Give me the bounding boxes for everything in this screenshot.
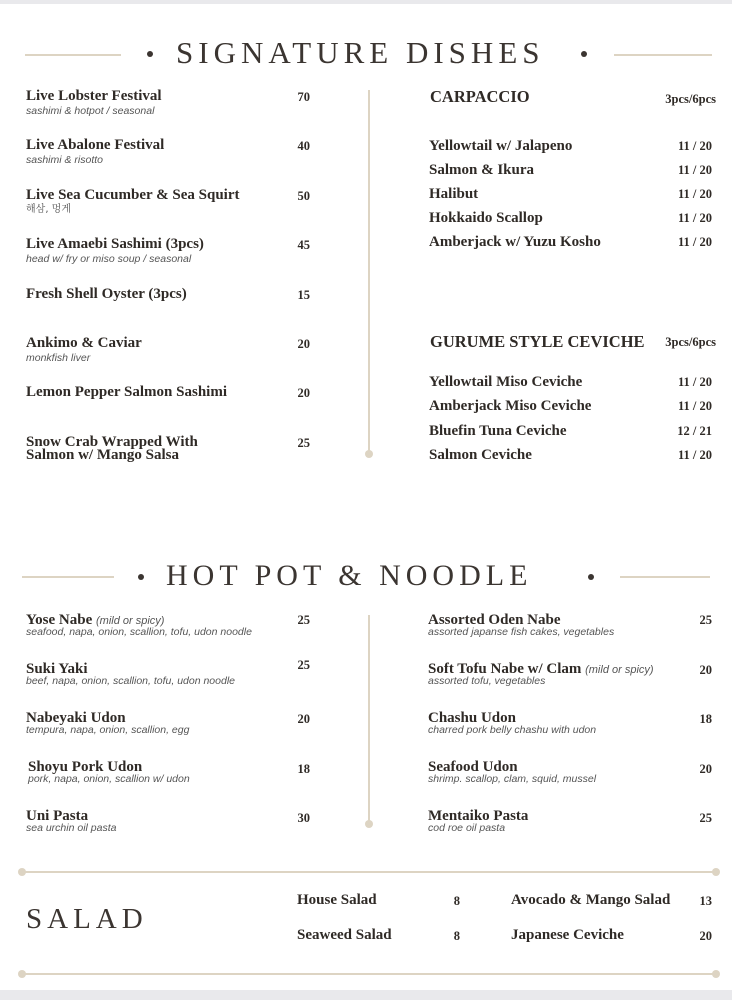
menu-item-price: 8 — [453, 929, 460, 943]
menu-item-note: (mild or spicy) — [585, 664, 654, 676]
menu-item-name: Hokkaido Scallop — [429, 210, 543, 226]
menu-item-name: Shoyu Pork Udon — [28, 759, 143, 775]
menu-item-name: Salmon Ceviche — [429, 447, 532, 463]
menu-item-name: Assorted Oden Nabe — [428, 612, 561, 628]
menu-item-name: Amberjack Miso Ceviche — [429, 398, 592, 414]
menu-item-name: Halibut — [429, 186, 479, 202]
menu-item-price: 11 / 20 — [677, 187, 712, 201]
menu-item-desc: charred pork belly chashu with udon — [428, 724, 597, 736]
menu-item-name: Salmon w/ Mango Salsa — [26, 447, 179, 463]
menu-item-price: 12 / 21 — [677, 424, 712, 438]
menu-item-price: 25 — [297, 436, 310, 450]
menu-item-name: Salmon & Ikura — [429, 162, 535, 178]
menu-item-title: Soft Tofu Nabe w/ Clam — [428, 661, 582, 677]
menu-item-desc: seafood, napa, onion, scallion, tofu, udon noodle — [26, 626, 252, 638]
menu-item-price: 15 — [297, 288, 310, 302]
menu-item-price: 40 — [297, 139, 310, 153]
portion-label: 3pcs/6pcs — [665, 92, 716, 106]
menu-item-desc: sashimi & hotpot / seasonal — [26, 105, 155, 117]
salad-rule-bottom — [22, 973, 716, 975]
header-dot — [138, 574, 144, 580]
portion-label: 3pcs/6pcs — [665, 335, 716, 349]
header-dot — [581, 51, 587, 57]
menu-item-name: Live Amaebi Sashimi (3pcs) — [26, 236, 204, 252]
header-dot — [147, 51, 153, 57]
rule-end-dot — [18, 868, 26, 876]
header-rule-left — [22, 576, 114, 578]
menu-item-price: 11 / 20 — [677, 235, 712, 249]
menu-item-price: 20 — [297, 337, 310, 351]
menu-item-name: House Salad — [297, 892, 377, 908]
menu-item-price: 11 / 20 — [677, 163, 712, 177]
column-divider-end — [365, 820, 373, 828]
menu-item-price: 13 — [699, 894, 712, 908]
menu-item-price: 45 — [297, 238, 310, 252]
menu-item-desc: beef, napa, onion, scallion, tofu, udon noodle — [26, 675, 235, 687]
menu-item-price: 20 — [699, 663, 712, 677]
header-rule-right — [614, 54, 712, 56]
menu-item-price: 20 — [699, 762, 712, 776]
menu-item-name: Nabeyaki Udon — [26, 710, 126, 726]
menu-item-name: Uni Pasta — [26, 808, 89, 824]
menu-item-price: 11 / 20 — [677, 375, 712, 389]
menu-item-price: 25 — [699, 613, 712, 627]
menu-item-price: 11 / 20 — [677, 211, 712, 225]
menu-item-price: 20 — [297, 386, 310, 400]
rule-end-dot — [18, 970, 26, 978]
column-divider — [368, 615, 370, 823]
menu-item-title: Yose Nabe — [26, 612, 93, 628]
menu-item-name: Amberjack w/ Yuzu Kosho — [429, 234, 601, 250]
menu-item-price: 8 — [453, 894, 460, 908]
menu-item-name: Bluefin Tuna Ceviche — [429, 423, 567, 439]
salad-rule-top — [22, 871, 716, 873]
menu-item-price: 25 — [297, 613, 310, 627]
header-dot — [588, 574, 594, 580]
menu-item-desc: tempura, napa, onion, scallion, egg — [26, 724, 190, 736]
menu-item-name: Japanese Ceviche — [511, 927, 624, 943]
menu-item-name: Lemon Pepper Salmon Sashimi — [26, 384, 227, 400]
subsection-title-carpaccio: CARPACCIO — [430, 87, 530, 106]
header-rule-right — [620, 576, 710, 578]
menu-item-name: Live Sea Cucumber & Sea Squirt — [26, 187, 240, 203]
menu-item-name: Avocado & Mango Salad — [511, 892, 671, 908]
menu-item-desc: cod roe oil pasta — [428, 822, 506, 834]
menu-item-desc: head w/ fry or miso soup / seasonal — [26, 253, 192, 265]
menu-item-price: 50 — [297, 189, 310, 203]
menu-item-name: Live Abalone Festival — [26, 137, 165, 153]
menu-item-price: 25 — [699, 811, 712, 825]
column-divider-end — [365, 450, 373, 458]
section-title-salad: SALAD — [26, 903, 148, 935]
menu-item-name: Seafood Udon — [428, 759, 518, 775]
menu-item-price: 25 — [297, 658, 310, 672]
menu-item-note: (mild or spicy) — [96, 615, 165, 627]
menu-item-desc: pork, napa, onion, scallion w/ udon — [28, 773, 190, 785]
rule-end-dot — [712, 868, 720, 876]
menu-item-name: Chashu Udon — [428, 710, 516, 726]
menu-item-price: 70 — [297, 90, 310, 104]
menu-item-name: Live Lobster Festival — [26, 88, 162, 104]
menu-item-name: Suki Yaki — [26, 661, 88, 677]
menu-item-desc: shrimp. scallop, clam, squid, mussel — [428, 773, 597, 785]
menu-item-desc: assorted japanse fish cakes, vegetables — [428, 626, 615, 638]
menu-item-price: 11 / 20 — [677, 139, 712, 153]
menu-item-price: 30 — [297, 811, 310, 825]
menu-item-price: 18 — [699, 712, 712, 726]
menu-item-price: 18 — [297, 762, 310, 776]
menu-item-price: 20 — [699, 929, 712, 943]
column-divider — [368, 90, 370, 452]
menu-item-name: Seaweed Salad — [297, 927, 392, 943]
menu-item-name: Snow Crab Wrapped With — [26, 434, 198, 450]
menu-item-desc: sashimi & risotto — [26, 154, 104, 166]
menu-item-name: Fresh Shell Oyster (3pcs) — [26, 286, 187, 302]
menu-item-name: Mentaiko Pasta — [428, 808, 529, 824]
menu-item-desc: 해삼, 멍게 — [26, 204, 71, 215]
menu-item-desc: monkfish liver — [26, 352, 91, 364]
menu-item-desc: assorted tofu, vegetables — [428, 675, 546, 687]
menu-item-price: 11 / 20 — [677, 448, 712, 462]
menu-item-price: 20 — [297, 712, 310, 726]
section-title-signature: SIGNATURE DISHES — [176, 35, 545, 70]
subsection-title-ceviche: GURUME STYLE CEVICHE — [430, 332, 645, 351]
section-title-hotpot: HOT POT & NOODLE — [166, 559, 533, 592]
menu-item-name: Yellowtail w/ Jalapeno — [429, 138, 573, 154]
header-rule-left — [25, 54, 121, 56]
menu-item-price: 11 / 20 — [677, 399, 712, 413]
menu-item-name: Ankimo & Caviar — [26, 335, 142, 351]
menu-item-name: Yellowtail Miso Ceviche — [429, 374, 583, 390]
menu-item-desc: sea urchin oil pasta — [26, 822, 117, 834]
rule-end-dot — [712, 970, 720, 978]
